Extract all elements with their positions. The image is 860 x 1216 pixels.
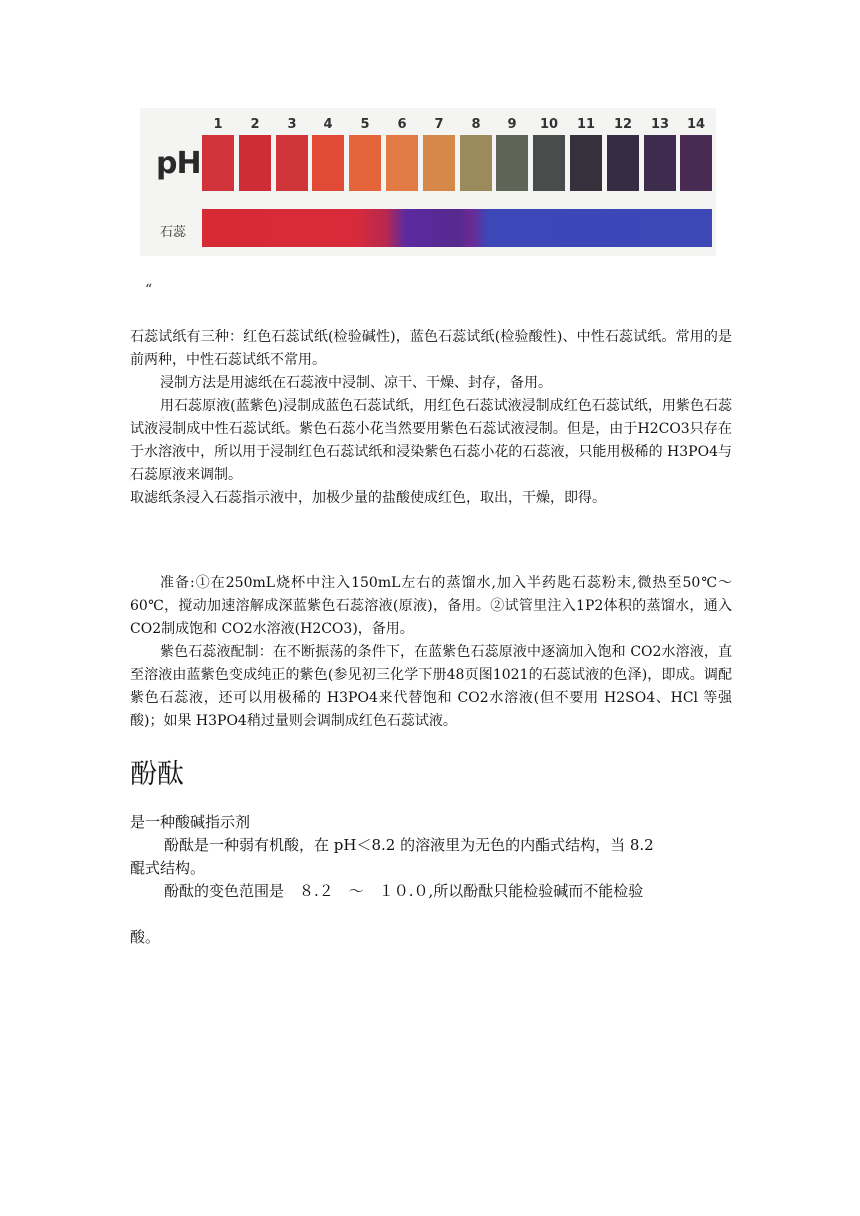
ph-swatch-8 xyxy=(460,135,492,191)
phenol-line-2: 酚酞是一种弱有机酸，在 pH＜8.2 的溶液里为无色的内酯式结构，当 8.2 xyxy=(164,836,654,854)
ph-swatch-1 xyxy=(202,135,234,191)
ph-number-9: 9 xyxy=(507,117,517,132)
ph-swatch-9 xyxy=(496,135,528,191)
section-heading-phenolphthalein: 酚酞 xyxy=(130,759,184,790)
phenol-line-5: 酸。 xyxy=(130,928,161,946)
ph-number-12: 12 xyxy=(613,117,633,132)
ph-number-11: 11 xyxy=(576,117,596,132)
litmus-label: 石蕊 xyxy=(160,225,187,240)
ph-swatch-12 xyxy=(607,135,639,191)
ph-swatch-2 xyxy=(239,135,271,191)
litmus-filter-paper: 取滤纸条浸入石蕊指示液中，加极少量的盐酸使成红色，取出，干燥，即得。 xyxy=(130,490,606,506)
ph-number-7: 7 xyxy=(434,117,444,132)
phenol-line-3: 醌式结构。 xyxy=(130,859,206,877)
ph-number-10: 10 xyxy=(539,117,559,132)
ph-number-5: 5 xyxy=(360,117,370,132)
ph-swatch-11 xyxy=(570,135,602,191)
ph-swatch-5 xyxy=(349,135,381,191)
ph-number-2: 2 xyxy=(250,117,260,132)
litmus-color-bar xyxy=(202,209,712,247)
ph-number-14: 14 xyxy=(686,117,706,132)
ph-number-4: 4 xyxy=(323,117,333,132)
prep-steps: 准备:①在250mL烧杯中注入150mL左右的蒸馏水,加入半药匙石蕊粉末,微热至50℃～60℃，搅动加速溶解成深蓝紫色石蕊溶液(原液)，备用。②试管里注入1P2体积的蒸馏水，通入 CO2制成饱和 CO2水溶液(H2CO3)，备用。 xyxy=(130,575,732,637)
ph-number-3: 3 xyxy=(287,117,297,132)
ph-label: pH xyxy=(156,146,201,181)
phenol-line-4: 酚酞的变色范围是 ８.２ ～ １０.０,所以酚酞只能检验碱而不能检验 xyxy=(164,882,644,900)
ph-number-1: 1 xyxy=(213,117,223,132)
phenol-line-1: 是一种酸碱指示剂 xyxy=(130,813,251,831)
quote-mark: “ xyxy=(145,282,153,298)
ph-swatch-14 xyxy=(680,135,712,191)
ph-swatch-13 xyxy=(644,135,676,191)
ph-swatch-3 xyxy=(276,135,308,191)
ph-color-chart xyxy=(140,108,716,256)
litmus-paper-types: 石蕊试纸有三种：红色石蕊试纸(检验碱性)，蓝色石蕊试纸(检验酸性)、中性石蕊试纸。常用的是前两种，中性石蕊试纸不常用。 xyxy=(130,329,732,368)
ph-swatch-4 xyxy=(312,135,344,191)
ph-number-6: 6 xyxy=(397,117,407,132)
ph-number-8: 8 xyxy=(471,117,481,132)
ph-swatch-7 xyxy=(423,135,455,191)
litmus-soak-method: 浸制方法是用滤纸在石蕊液中浸制、凉干、干燥、封存，备用。 xyxy=(160,375,552,391)
ph-swatch-6 xyxy=(386,135,418,191)
litmus-preparation: 用石蕊原液(蓝紫色)浸制成蓝色石蕊试纸，用红色石蕊试液浸制成红色石蕊试纸，用紫色石蕊试液浸制成中性石蕊试纸。紫色石蕊小花当然要用紫色石蕊试液浸制。但是，由于H2CO3只存在于水溶液中，所以用于浸制红色石蕊试纸和浸染紫色石蕊小花的石蕊液，只能用极稀的 H3PO4与石蕊原液来调制。 xyxy=(130,398,732,483)
ph-swatch-10 xyxy=(533,135,565,191)
ph-number-13: 13 xyxy=(650,117,670,132)
purple-litmus-prep: 紫色石蕊液配制：在不断振荡的条件下，在蓝紫色石蕊原液中逐滴加入饱和 CO2水溶液，直至溶液由蓝紫色变成纯正的紫色(参见初三化学下册48页图1021的石蕊试液的色泽)，即成。调配紫色石蕊液，还可以用极稀的 H3PO4来代替饱和 CO2水溶液(但不要用 H2SO4、HCl 等强酸)；如果 H3PO4稍过量则会调制成红色石蕊试液。 xyxy=(130,644,732,729)
